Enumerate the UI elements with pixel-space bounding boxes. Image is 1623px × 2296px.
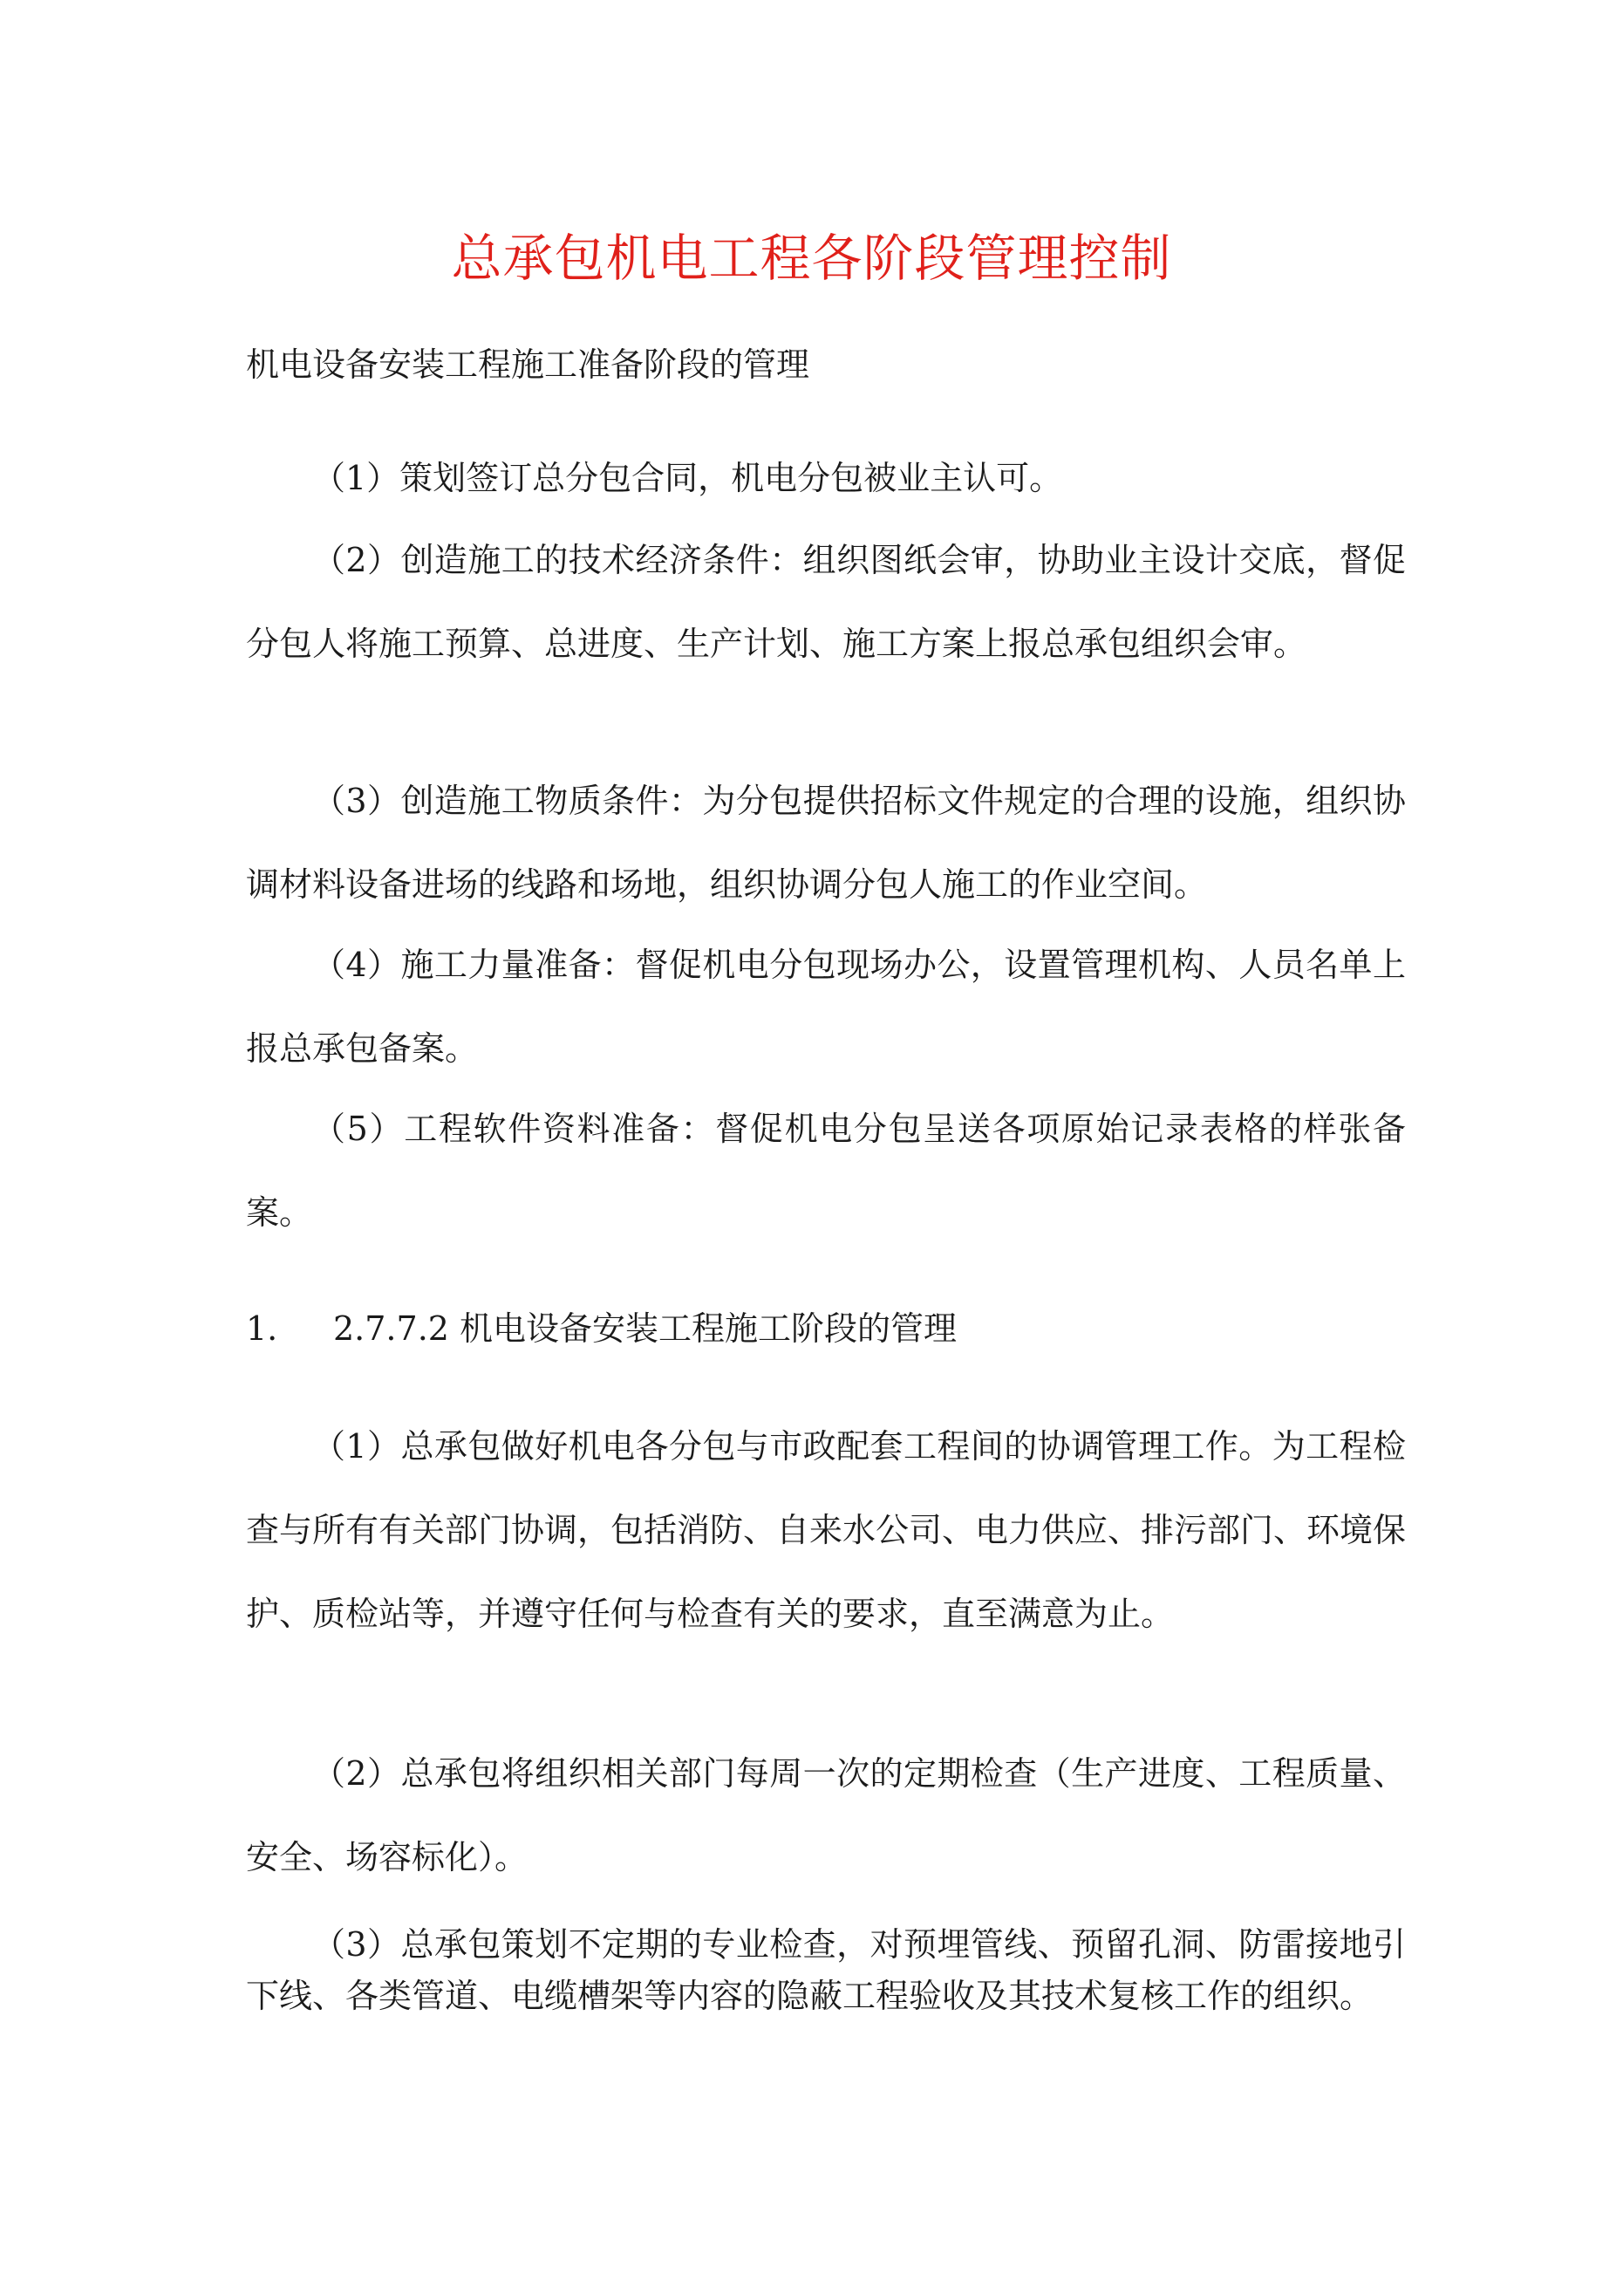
paragraph: （2）总承包将组织相关部门每周一次的定期检查（生产进度、工程质量、安全、场容标化）。 xyxy=(246,1754,1406,1876)
paragraph: （1）总承包做好机电各分包与市政配套工程间的协调管理工作。为工程检查与所有有关部门协调，包括消防、自来水公司、电力供应、排污部门、环境保护、质检站等，并遵守任何与检查有关的要求，直至满意为止。 xyxy=(246,1427,1407,1633)
document-title: 总承包机电工程各阶段管理控制 xyxy=(451,228,1172,288)
paragraph: （3）创造施工物质条件：为分包提供招标文件规定的合理的设施，组织协调材料设备进场的线路和场地，组织协调分包人施工的作业空间。 xyxy=(246,782,1406,904)
paragraph: （1）策划签订总分包合同，机电分包被业主认可。 xyxy=(312,459,1063,497)
paragraph: （5）工程软件资料准备：督促机电分包呈送各项原始记录表格的样张备案。 xyxy=(246,1110,1406,1232)
paragraph: （4）施工力量准备：督促机电分包现场办公，设置管理机构、人员名单上报总承包备案。 xyxy=(246,946,1406,1068)
paragraph: （2）创造施工的技术经济条件：组织图纸会审，协助业主设计交底，督促分包人将施工预算、总进度、生产计划、施工方案上报总承包组织会审。 xyxy=(246,541,1406,663)
section-heading-text: 2.7.7.2 机电设备安装工程施工阶段的管理 xyxy=(333,1309,958,1348)
section-heading xyxy=(246,1287,1406,1370)
section-heading: 机电设备安装工程施工准备阶段的管理 xyxy=(246,345,810,384)
paragraph: （3）总承包策划不定期的专业检查，对预埋管线、预留孔洞、防雷接地引下线、各类管道、电缆槽架等内容的隐蔽工程验收及其技术复核工作的组织。 xyxy=(246,1925,1406,2015)
section-number: 1. xyxy=(246,1309,278,1348)
